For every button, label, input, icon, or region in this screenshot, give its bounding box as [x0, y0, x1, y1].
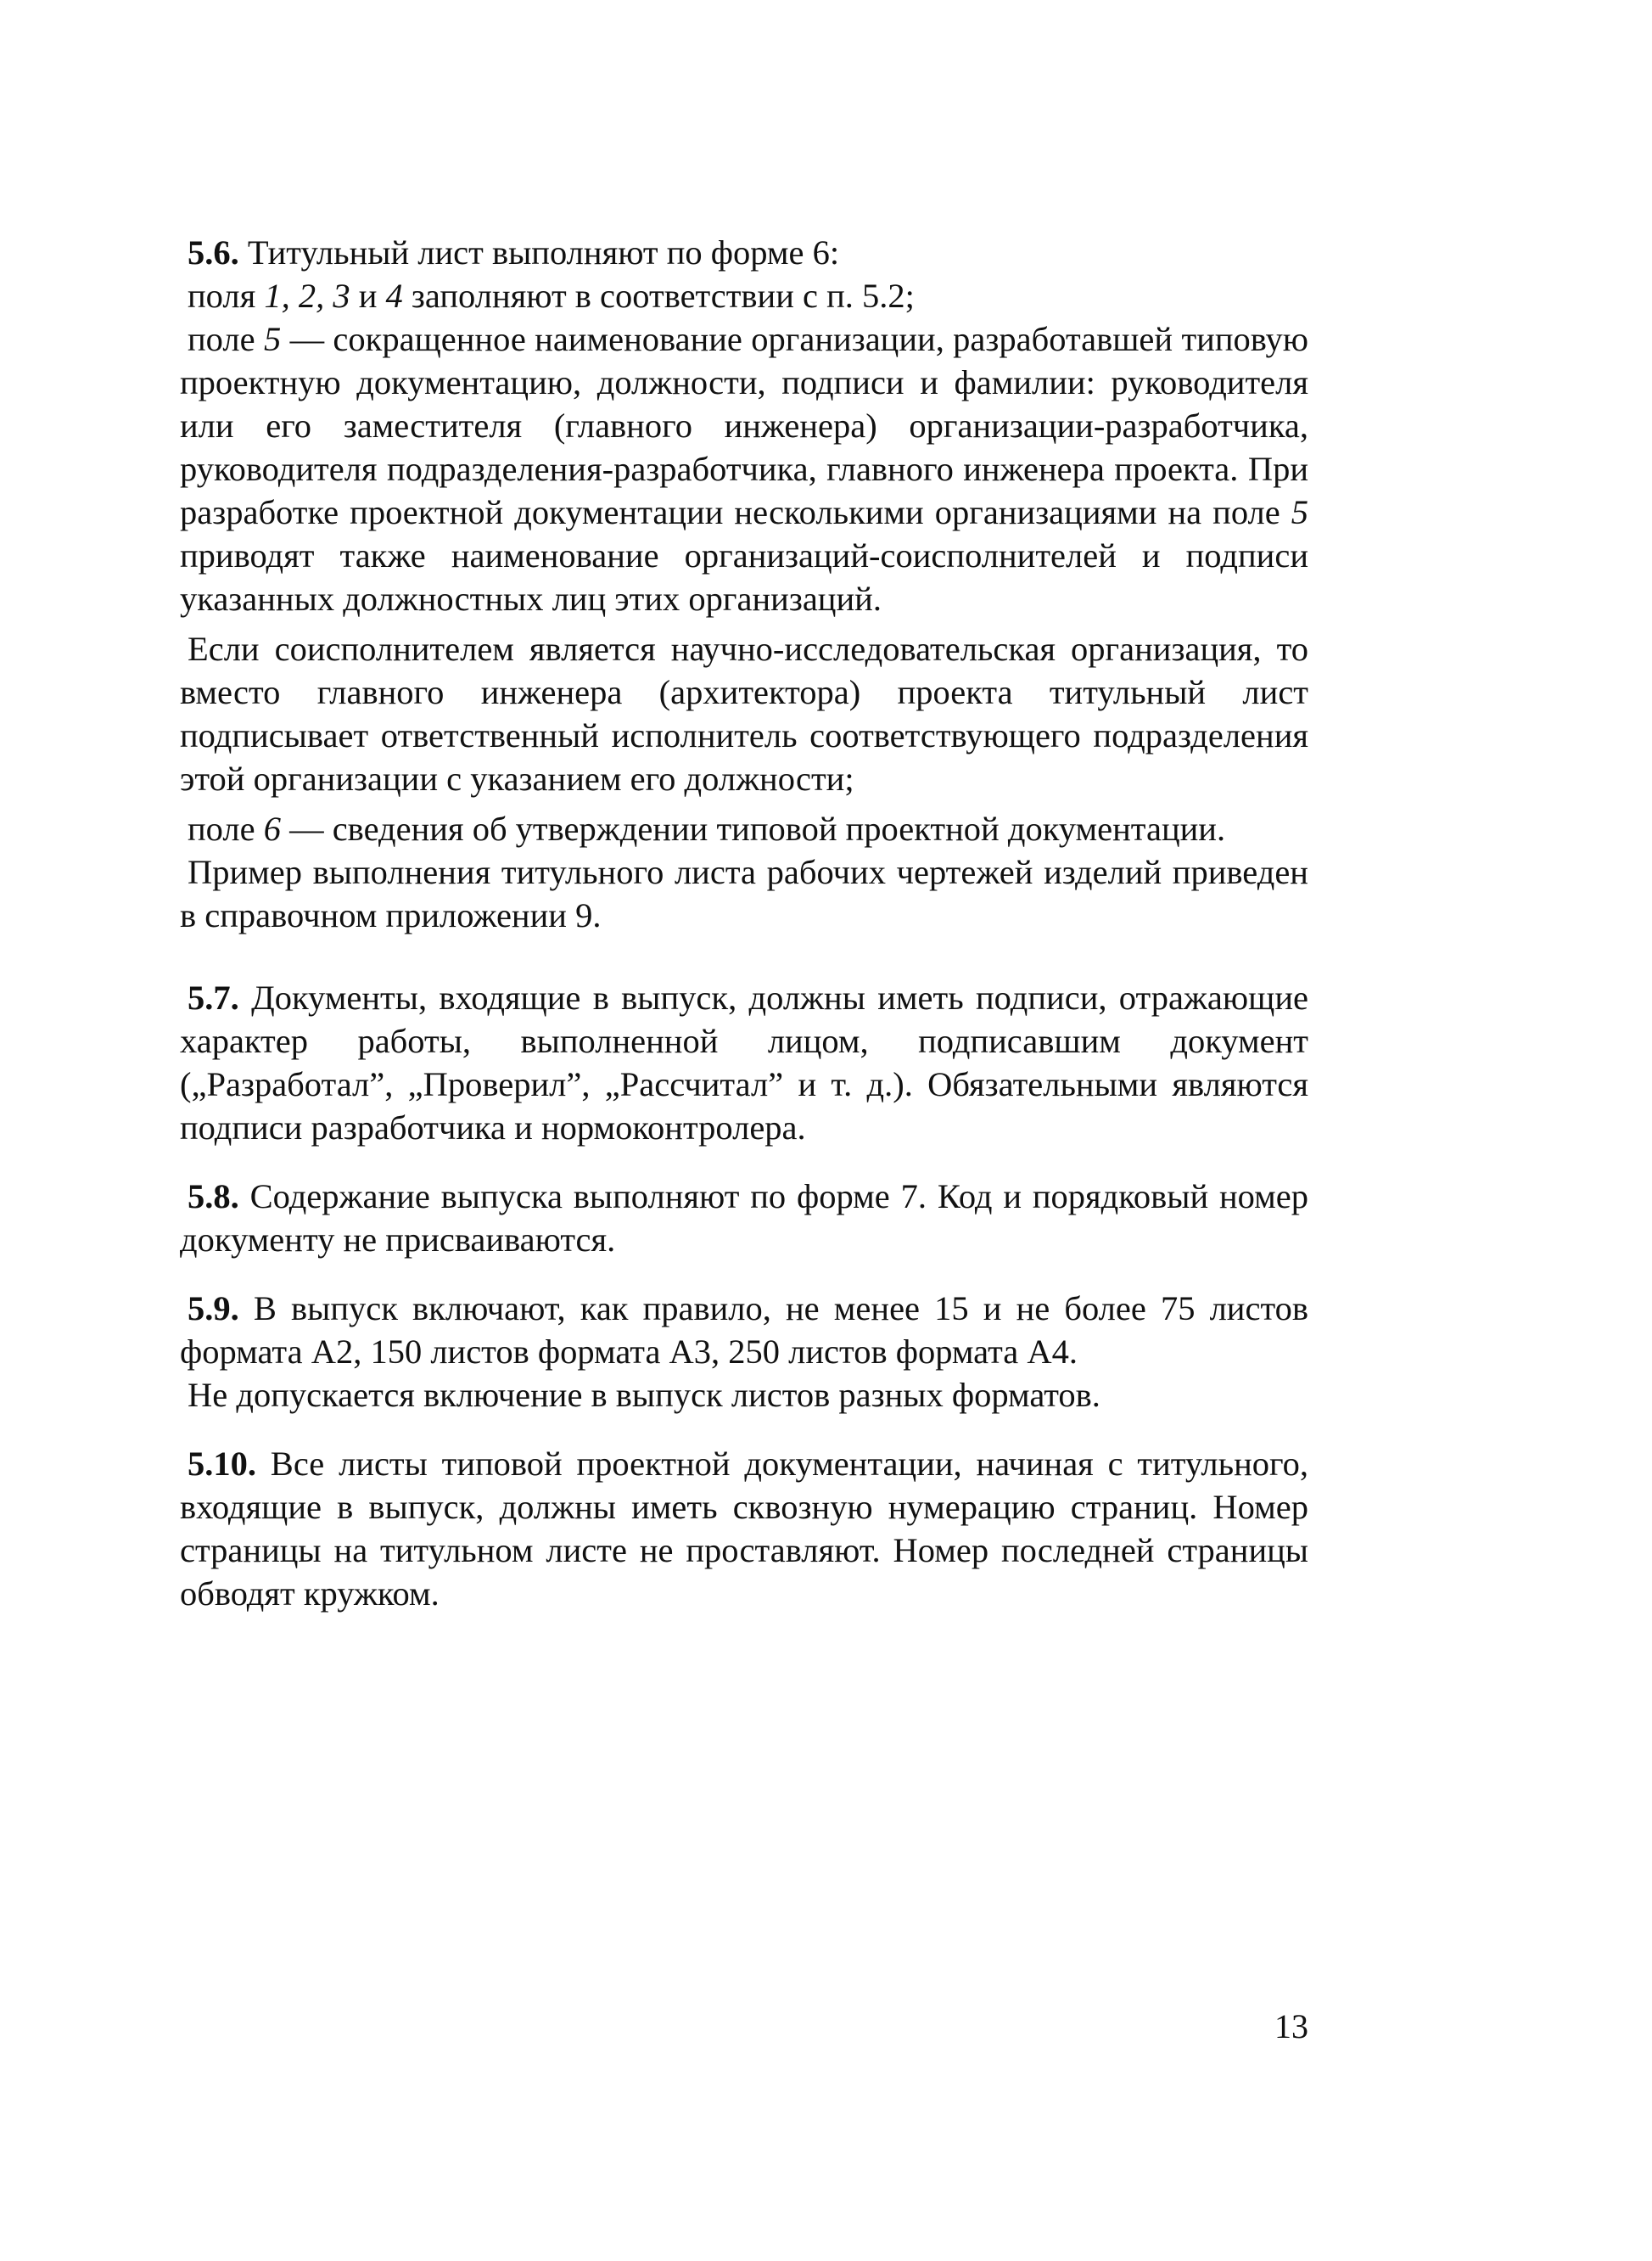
- section-number: 5.7.: [188, 979, 239, 1017]
- page-number: 13: [1274, 2007, 1308, 2045]
- section-5-6-fields-1-4: [180, 274, 1308, 317]
- section-5-6-field-6: [180, 807, 1308, 850]
- section-number: 5.10.: [188, 1445, 256, 1483]
- paragraph-text: В выпуск включают, как правило, не менее 15 и не более 75 листов формата А2, 150 листов формата А3, 250 листов формата А4.: [180, 1289, 1308, 1371]
- section-5-7: [180, 976, 1308, 1149]
- paragraph-text: заполняют в соответствии с п. 5.2;: [402, 277, 915, 315]
- paragraph-text: Документы, входящие в выпуск, должны иметь подписи, отражающие характер работы, выполненной лицом, подписавшим документ („Разработал”, „Проверил”, „Рассчитал” и т. д.). Обязательными являются подписи разработчика и нормоконтролера.: [180, 979, 1308, 1147]
- document-body: [180, 231, 1308, 1615]
- section-5-9: [180, 1287, 1308, 1373]
- field-number: 6: [263, 810, 281, 848]
- section-5-9-formats: Не допускается включение в выпуск листов разных форматов.: [188, 1376, 1100, 1414]
- paragraph-text: поле: [188, 320, 264, 358]
- field-number: 5: [263, 320, 282, 358]
- paragraph-text: Титульный лист выполняют по форме 6:: [238, 233, 840, 272]
- section-5-6-heading: [180, 231, 1308, 274]
- section-number: 5.8.: [188, 1177, 239, 1215]
- field-numbers: 1, 2, 3: [264, 277, 350, 315]
- paragraph-text: — сведения об утверждении типовой проектной документации.: [280, 810, 1226, 848]
- paragraph-text: поле: [188, 810, 264, 848]
- paragraph-text: и: [350, 277, 386, 315]
- field-number: 5: [1291, 493, 1308, 531]
- paragraph-text: приводят также наименование организаций-соисполнителей и подписи указанных должностных лиц этих организаций.: [180, 536, 1308, 618]
- section-number: 5.6.: [188, 233, 239, 272]
- field-number: 4: [385, 277, 403, 315]
- paragraph-text: Все листы типовой проектной документации, начиная с титульного, входящие в выпуск, должны иметь сквозную нумерацию страниц. Номер страницы на титульном листе не проставляют. Номер последней страницы обводят кружком.: [180, 1445, 1308, 1613]
- section-5-10: [180, 1442, 1308, 1615]
- section-5-6-example: Пример выполнения титульного листа рабочих чертежей изделий приведен в справочном приложении 9.: [180, 853, 1308, 934]
- section-number: 5.9.: [188, 1289, 239, 1327]
- section-5-8: [180, 1175, 1308, 1261]
- paragraph-text: поля: [188, 277, 265, 315]
- paragraph-text: Содержание выпуска выполняют по форме 7. Код и порядковый номер документу не присваиваются.: [180, 1177, 1308, 1259]
- section-5-6-field-5: [180, 317, 1308, 620]
- paragraph-text: — сокращенное наименование организации, разработавшей типовую проектную документацию, должности, подписи и фамилии: руководителя или его заместителя (главного инженера) организации-разработчика, руководителя подразделения-разработчика, главного инженера проекта. При разработке проектной документации несколькими организациями на поле: [180, 320, 1308, 531]
- section-5-6-coexecutor: Если соисполнителем является научно-исследовательская организация, то вместо главного инженера (архитектора) проекта титульный лист подписывает ответственный исполнитель соответствующего подразделения этой организации с указанием его должности;: [180, 630, 1308, 798]
